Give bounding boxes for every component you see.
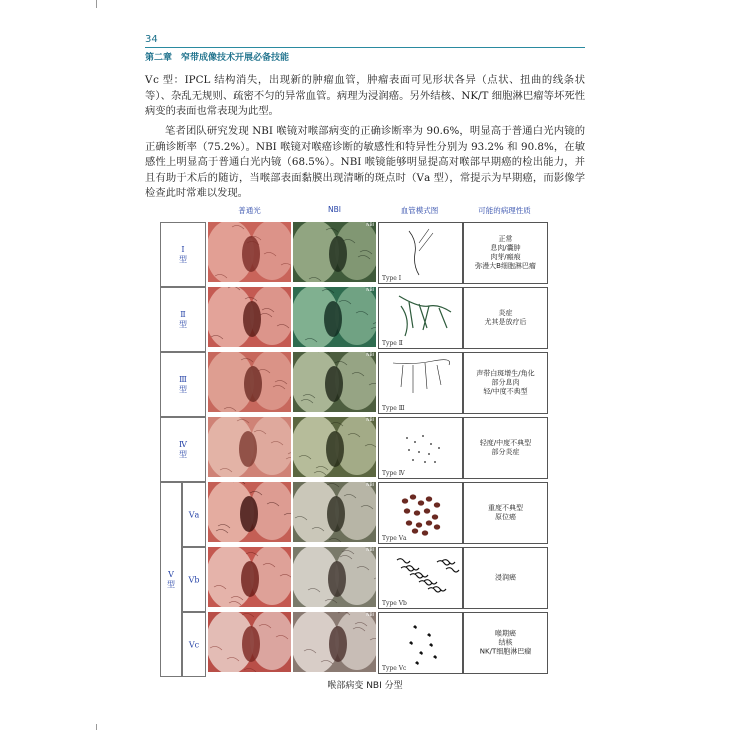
nbi-image xyxy=(293,482,376,542)
type-numeral: Ⅲ xyxy=(179,374,187,384)
diagram-type-label: Type Ⅰ xyxy=(382,275,402,282)
type-cell xyxy=(160,352,206,417)
col-head-vessel-diagram: 血管模式图 xyxy=(400,206,439,215)
pathology-cell xyxy=(463,482,548,544)
white-light-image xyxy=(208,222,291,282)
vessel-pattern-diagram xyxy=(378,222,463,284)
pathology-cell xyxy=(463,287,548,349)
vessel-pattern-diagram xyxy=(378,547,463,609)
pathology-line: 浸润癌 xyxy=(495,573,516,582)
white-light-image xyxy=(208,352,291,412)
subtype-label: Ⅴa xyxy=(188,510,200,519)
type-numeral: Ⅴ xyxy=(168,569,174,579)
page-number: 34 xyxy=(145,34,158,45)
white-light-image xyxy=(208,417,291,477)
nbi-classification-figure xyxy=(160,205,550,675)
pathology-line: 结核 xyxy=(498,638,513,647)
crop-mark-bottom xyxy=(96,724,97,730)
nbi-image xyxy=(293,417,376,477)
pathology-cell xyxy=(463,547,548,609)
nbi-tag: NBI xyxy=(366,548,374,553)
diagram-type-label: Type Ⅳ xyxy=(382,470,405,477)
pathology-line: 轻/中度不典型 xyxy=(483,387,528,396)
nbi-image xyxy=(293,287,376,347)
type-suffix: 型 xyxy=(179,384,187,394)
white-light-image xyxy=(208,612,291,672)
paragraph-vc-type: Ⅴc 型：IPCL 结构消失，出现新的肿瘤血管，肿瘤表面可见形状各异（点状、扭曲的线条状等）、杂乱无规则、疏密不匀的异常血管。病理为浸润癌。另外结核、NK/T 细胞淋巴瘤等坏死性病变的表面也常表现为此型。 xyxy=(145,74,585,118)
pathology-line: 原位癌 xyxy=(495,513,516,521)
diagram-type-label: Type Ⅱ xyxy=(382,340,403,347)
nbi-tag: NBI xyxy=(366,418,374,423)
pathology-line: 正常 xyxy=(498,235,513,243)
type-suffix: 型 xyxy=(179,254,187,264)
nbi-tag: NBI xyxy=(366,223,374,228)
type-cell xyxy=(160,222,206,287)
type-cell xyxy=(160,417,206,482)
nbi-image xyxy=(293,547,376,607)
pathology-line: 声带白斑增生/角化 xyxy=(476,369,535,378)
col-head-white-light: 普通光 xyxy=(238,206,261,215)
type-numeral: Ⅰ xyxy=(181,244,185,254)
chapter-header: 第二章 窄带成像技术开展必备技能 xyxy=(145,53,290,63)
subtype-label: Ⅴb xyxy=(188,575,200,584)
vessel-pattern-diagram xyxy=(378,287,463,349)
vessel-pattern-diagram xyxy=(378,352,463,414)
vessel-pattern-diagram xyxy=(378,612,463,674)
col-head-nbi: NBI xyxy=(328,205,341,214)
nbi-tag: NBI xyxy=(366,613,374,618)
type-cell xyxy=(182,612,206,677)
type-cell xyxy=(160,287,206,352)
nbi-tag: NBI xyxy=(366,483,374,488)
nbi-image xyxy=(293,612,376,672)
vessel-pattern-diagram xyxy=(378,482,463,544)
diagram-type-label: Type Ⅴc xyxy=(382,665,407,672)
diagram-type-label: Type Ⅴa xyxy=(382,535,407,542)
type-numeral: Ⅳ xyxy=(179,439,187,449)
pathology-line: 息肉/囊肿 xyxy=(490,244,521,252)
type-cell xyxy=(182,482,206,547)
pathology-line: 肉芽/瘢痕 xyxy=(490,253,521,261)
pathology-cell xyxy=(463,417,548,479)
white-light-image xyxy=(208,482,291,542)
figure-caption: 喉部病变 NBI 分型 xyxy=(327,681,403,691)
header-rule xyxy=(145,47,585,48)
vessel-pattern-diagram xyxy=(378,417,463,479)
white-light-image xyxy=(208,287,291,347)
type-suffix: 型 xyxy=(179,449,187,459)
col-head-pathology: 可能的病理性质 xyxy=(478,206,531,215)
type-suffix: 型 xyxy=(167,579,175,589)
nbi-tag: NBI xyxy=(366,353,374,358)
paragraph-study-findings: 笔者团队研究发现 NBI 喉镜对喉部病变的正确诊断率为 90.6%，明显高于普通白光内镜的正确诊断率（75.2%）。NBI 喉镜对喉癌诊断的敏感性和特异性分别为 93.2% 和 90.8%，在敏感性上明显高于普通白光内镜（68.5%）。NBI 喉镜能够明显提高对喉部早期癌的检出能力，并且有助于术后的随访，当喉部表面黏膜出现清晰的斑点时（Ⅴa 型），常提示为早期癌，而影像学检查此时常难以发现。 xyxy=(145,125,585,200)
type-v-group-cell xyxy=(160,482,182,677)
pathology-line: 尤其是放疗后 xyxy=(484,318,527,326)
pathology-cell xyxy=(463,352,548,414)
diagram-type-label: Type Ⅲ xyxy=(382,405,405,412)
subtype-label: Ⅴc xyxy=(188,640,200,649)
nbi-tag: NBI xyxy=(366,288,374,293)
type-suffix: 型 xyxy=(179,319,187,329)
pathology-line: 轻度/中度不典型 xyxy=(479,439,532,447)
pathology-cell xyxy=(463,612,548,674)
type-numeral: Ⅱ xyxy=(180,309,186,319)
nbi-image xyxy=(293,222,376,282)
crop-mark-top xyxy=(96,0,97,8)
white-light-image xyxy=(208,547,291,607)
pathology-line: NK/T细胞淋巴瘤 xyxy=(479,647,532,656)
pathology-line: 弥漫大B细胞淋巴瘤 xyxy=(475,262,536,270)
pathology-line: 部分炎症 xyxy=(491,448,520,456)
type-cell xyxy=(182,547,206,612)
nbi-image xyxy=(293,352,376,412)
pathology-line: 重度不典型 xyxy=(488,504,523,512)
pathology-line: 部分息肉 xyxy=(491,378,520,387)
pathology-cell xyxy=(463,222,548,284)
diagram-type-label: Type Ⅴb xyxy=(382,600,407,607)
pathology-line: 炎症 xyxy=(498,309,513,317)
pathology-line: 喉期癌 xyxy=(495,629,516,638)
